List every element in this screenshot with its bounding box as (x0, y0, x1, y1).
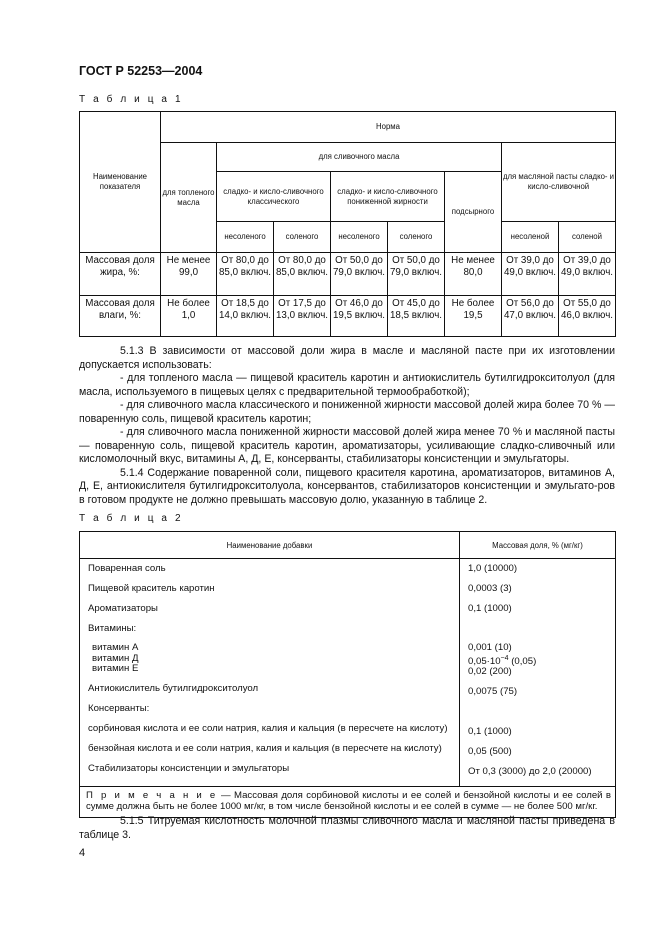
additive-name-header: Наименование добавки (80, 532, 460, 559)
classic-header: сладко- и кисло-сливочного классического (217, 172, 331, 222)
reduced-unsalted-header: несоленого (331, 222, 388, 253)
classic-unsalted-header: несоленого (217, 222, 274, 253)
list-item: 0,02 (200) (468, 666, 512, 678)
table1 (79, 111, 616, 337)
body-text (79, 345, 615, 507)
table-cell: От 56,0 до 47,0 включ. (502, 296, 559, 337)
table-cell: Не более 19,5 (445, 296, 502, 337)
table1-caption: Т а б л и ц а 1 (79, 94, 184, 105)
list-item: 0,001 (10) (468, 642, 512, 653)
additive-list (80, 559, 460, 787)
list-item: Ароматизаторы (88, 603, 158, 614)
butter-header: для сливочного масла (217, 143, 502, 172)
paste-salted-header: соленой (559, 222, 616, 253)
classic-salted-header: соленого (274, 222, 331, 253)
paste-unsalted-header: несоленой (502, 222, 559, 253)
list-item: Консерванты: (88, 702, 150, 714)
col-name-header: Наименование показателя (80, 112, 161, 253)
list-item: 0,1 (1000) (468, 725, 512, 737)
table-cell: От 39,0 до 49,0 включ. (559, 253, 616, 296)
table-cell: Не более 1,0 (161, 296, 217, 337)
table-cell: От 80,0 до 85,0 включ. (274, 253, 331, 296)
list-item: витамин А (92, 642, 139, 653)
table2-note (80, 786, 616, 817)
table-cell: От 50,0 до 79,0 включ. (331, 253, 388, 296)
list-item: Стабилизаторы консистенции и эмульгаторы (88, 762, 290, 774)
mass-fraction-header: Массовая доля, % (мг/кг) (460, 532, 616, 559)
table-cell: От 39,0 до 49,0 включ. (502, 253, 559, 296)
table-cell: Не менее 99,0 (161, 253, 217, 296)
list-item: 0,1 (1000) (468, 603, 512, 614)
list-item: Поваренная соль (88, 563, 166, 574)
note-label: П р и м е ч а н и е (86, 789, 218, 801)
value-list (460, 559, 616, 787)
table2 (79, 531, 616, 818)
paste-header: для масляной пасты сладко- и кисло-сливочной (502, 143, 616, 222)
reduced-salted-header: соленого (388, 222, 445, 253)
melted-header: для топленого масла (161, 143, 217, 253)
list-item: 0,05 (500) (468, 745, 512, 757)
table-cell: От 55,0 до 46,0 включ. (559, 296, 616, 337)
table2-caption: Т а б л и ц а 2 (79, 513, 184, 524)
vitamin-values (468, 643, 611, 678)
paragraph-reduced: - для сливочного масла пониженной жирности массовой долей жира менее 70 % и масляной пасты — поваренную соль, пищевой краситель каротин, ароматизаторы, усиливающие сладко-сливочный или кисломолочный вкус, витамины А, Д, Е, консерванты, стабилизаторы консистенции и эмульгаторы. (79, 426, 615, 465)
list-item: 0,0003 (3) (468, 583, 512, 594)
list-item: От 0,3 (3000) до 2,0 (20000) (468, 765, 592, 777)
reduced-header: сладко- и кисло-сливочного пониженной жирности (331, 172, 445, 222)
norma-header: Норма (161, 112, 616, 143)
list-item: Пищевой краситель каротин (88, 583, 215, 594)
list-item: бензойная кислота и ее соли натрия, калия и кальция (в пересчете на кислоту) (88, 742, 442, 754)
list-item: Антиокислитель бутилгидрокситолуол (88, 682, 259, 694)
list-item: $0,05\cdot 10^{-4}$ (0,05) (468, 654, 537, 667)
vitamin-list (88, 643, 455, 675)
document-header: ГОСТ Р 52253—2004 (79, 64, 203, 78)
note-text: — Массовая доля сорбиновой кислоты и ее солей и бензойной кислоты и ее солей в сумме должна быть не более 1000 мг/кг, в том числе бензойной кислоты и ее солей в сумме — не более 500 мг/кг. (86, 789, 611, 813)
paragraph-5-1-4: 5.1.4 Содержание поваренной соли, пищевого красителя каротина, ароматизаторов, витаминов А, Д, Е, антиокислителя бутилгидрокситолуола, консервантов, стабилизаторов консистенции и эмульгато-ров в готовом продукте не должно превышать массовую долю, указанную в таблице 2. (79, 466, 615, 506)
paragraph-melted: - для топленого масла — пищевой краситель каротин и антиокислитель бутилгидрокситолуол (для масла, используемого в пищевых целях с предварительной термообработкой); (79, 372, 615, 398)
paragraph-5-1-5: 5.1.5 Титруемая кислотность молочной плазмы сливочного масла и масляной пасты приведена в таблице 3. (79, 815, 615, 841)
list-item: Витамины: (88, 623, 137, 634)
paragraph-classic: - для сливочного масла классического и пониженной жирности массовой долей жира более 70 % — поваренную соль, пищевой краситель каротин; (79, 399, 615, 425)
table-cell: От 46,0 до 19,5 включ. (331, 296, 388, 337)
list-item: 0,0075 (75) (468, 685, 518, 697)
paragraph-5-1-3: 5.1.3 В зависимости от массовой доли жира в масле и масляной пасте при их изготовлении допускается использовать: (79, 345, 615, 371)
row-moisture-name: Массовая доля влаги, %: (80, 296, 161, 337)
list-item: 1,0 (10000) (468, 563, 518, 574)
list-item: витамин Д (92, 652, 139, 664)
podsyrny-header: подсырного (445, 172, 502, 253)
table-cell: От 17,5 до 13,0 включ. (274, 296, 331, 337)
list-item: витамин Е (92, 663, 139, 674)
table-cell: От 50,0 до 79,0 включ. (388, 253, 445, 296)
table-cell: От 80,0 до 85,0 включ. (217, 253, 274, 296)
list-item: сорбиновая кислота и ее соли натрия, калия и кальция (в пересчете на кислоту) (88, 722, 448, 734)
table-cell: Не менее 80,0 (445, 253, 502, 296)
row-fat-name: Массовая доля жира, %: (80, 253, 161, 296)
page-number: 4 (79, 847, 86, 859)
table-cell: От 45,0 до 18,5 включ. (388, 296, 445, 337)
table-cell: От 18,5 до 14,0 включ. (217, 296, 274, 337)
